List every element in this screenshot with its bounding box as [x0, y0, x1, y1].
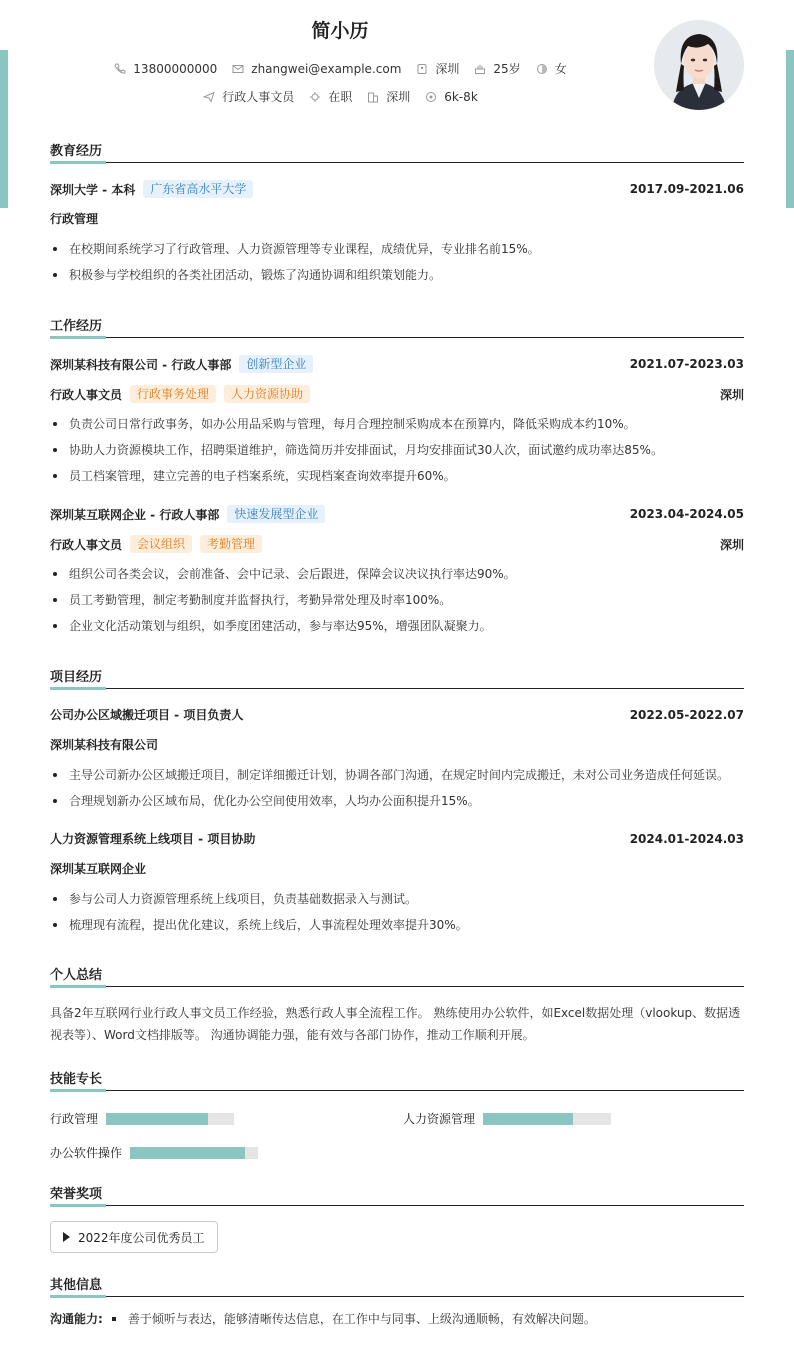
bullet-dot: [53, 273, 57, 277]
projects-section: [50, 662, 744, 932]
gender-icon: [535, 62, 549, 76]
skill-fill: [130, 1147, 245, 1159]
project-org-row: [50, 736, 744, 753]
section-accent: [50, 161, 106, 164]
section-header: [50, 960, 744, 987]
project-org: 深圳某科技有限公司: [50, 738, 159, 752]
company-name: 深圳某互联网企业 - 行政人事部: [50, 507, 220, 522]
project-date: 2024.01-2024.03: [629, 831, 744, 846]
city-icon: [366, 90, 380, 104]
contact-row: [0, 60, 680, 77]
skill-name: 人力资源管理: [403, 1112, 476, 1126]
project-org: 深圳某互联网企业: [50, 862, 147, 876]
bullet-text: 主导公司新办公区域搬迁项目，制定详细搬迁计划，协调各部门沟通，在规定时间内完成搬迁，未对公司业务造成任何延误。: [69, 768, 730, 782]
job-header-row: [50, 505, 744, 523]
bullet-dot: [53, 448, 57, 452]
bullet-text: 协助人力资源模块工作，招聘渠道维护，筛选简历并安排面试，月均安排面试30人次，面试邀约成功率达85%。: [69, 443, 663, 457]
list-item: [50, 916, 744, 933]
section-accent: [50, 1089, 106, 1092]
project-name: 人力资源管理系统上线项目 - 项目协助: [50, 832, 256, 846]
bullet-dot: [53, 572, 57, 576]
project-org-row: [50, 860, 744, 877]
summary-line: 具备2年互联网行业行政人事文员工作经验，熟悉行政人事全流程工作。 熟练使用办公软件，如Excel数据处理（vlookup、数据透: [50, 1006, 741, 1020]
salary-icon: [424, 90, 438, 104]
list-item: [50, 266, 744, 283]
city-info: [366, 88, 410, 105]
bullet-text: 在校期间系统学习了行政管理、人力资源管理等专业课程，成绩优异，专业排名前15%。: [69, 242, 540, 256]
list-item: [50, 792, 744, 809]
location-icon: [415, 62, 429, 76]
phone-info: [113, 62, 217, 76]
location-info: [415, 60, 459, 77]
list-item: [50, 890, 744, 907]
education-date: 2017.09-2021.06: [629, 182, 744, 196]
role-tag: 行政事务处理: [130, 385, 216, 403]
section-accent: [50, 1204, 106, 1207]
age-text: 25岁: [493, 62, 521, 76]
position-text: 行政人事文员: [222, 90, 295, 104]
bullet-text: 企业文化活动策划与组织，如季度团建活动，参与率达95%，增强团队凝聚力。: [69, 619, 492, 633]
role-tag: 人力资源协助: [224, 385, 310, 403]
summary-line: 视表等）、Word文档排版等。 沟通协调能力强，能有效与各部门协作，推动工作顺利开展。: [50, 1028, 535, 1042]
phone-text: 13800000000: [133, 61, 218, 76]
bullet-dot: [53, 799, 57, 803]
role-tag: 会议组织: [130, 535, 192, 553]
bullet-text: 员工档案管理，建立完善的电子档案系统，实现档案查询效率提升60%。: [69, 469, 456, 483]
email-text: zhangwei@example.com: [251, 61, 402, 76]
list-item: [50, 240, 744, 257]
list-item: [50, 415, 744, 432]
list-item: [50, 766, 744, 783]
list-item: [50, 565, 744, 582]
section-header: [50, 136, 744, 163]
skill-bar: [106, 1113, 234, 1125]
major: 行政管理: [50, 212, 99, 226]
section-title: 教育经历: [50, 144, 103, 159]
bullet-text: 负责公司日常行政事务，如办公用品采购与管理，每月合理控制采购成本在预算内，降低采购成本约10%。: [69, 417, 636, 431]
section-title: 其他信息: [50, 1278, 103, 1293]
bullet-square: [112, 1317, 116, 1321]
bullet-text: 员工考勤管理，制定考勤制度并监督执行，考勤异常处理及时率100%。: [69, 593, 452, 607]
awards-section: [50, 1179, 744, 1245]
avatar: [654, 20, 744, 110]
gender-info: [535, 60, 567, 77]
school-name: 深圳大学 - 本科: [50, 182, 136, 197]
section-title: 荣誉奖项: [50, 1187, 103, 1202]
section-header: [50, 1270, 744, 1297]
bullet-dot: [53, 624, 57, 628]
bullet-dot: [53, 773, 57, 777]
section-accent: [50, 687, 106, 690]
section-header: [50, 1179, 744, 1206]
skill-fill: [106, 1113, 208, 1125]
salary-info: [424, 90, 478, 104]
skill-fill: [483, 1113, 573, 1125]
age-icon: [473, 62, 487, 76]
position-info: [202, 88, 294, 105]
mail-icon: [231, 62, 245, 76]
job-city: 深圳: [719, 537, 744, 552]
skills-section: [50, 1064, 744, 1160]
status-info: [308, 88, 352, 105]
bullet-text: 积极参与学校组织的各类社团活动，锻炼了沟通协调和组织策划能力。: [69, 268, 442, 282]
skill-name: 行政管理: [50, 1112, 99, 1126]
bullet-dot: [53, 897, 57, 901]
role-tag: 考勤管理: [200, 535, 262, 553]
summary-section: [50, 960, 744, 1042]
resume-header: [0, 0, 794, 120]
list-item: [50, 591, 744, 608]
list-item: [50, 467, 744, 484]
job-intent-row: [0, 88, 680, 105]
skill-item: [403, 1110, 611, 1127]
skill-bar: [483, 1113, 611, 1125]
education-row: [50, 180, 744, 198]
school-tag: 广东省高水平大学: [143, 180, 253, 198]
section-title: 技能专长: [50, 1072, 103, 1087]
company-tag: 快速发展型企业: [227, 505, 325, 523]
city-text: 深圳: [386, 90, 411, 104]
company-tag: 创新型企业: [239, 355, 313, 373]
project-name: 公司办公区域搬迁项目 - 项目负责人: [50, 708, 244, 722]
section-title: 项目经历: [50, 670, 103, 685]
job-city: 深圳: [719, 387, 744, 402]
send-icon: [202, 90, 216, 104]
job-header-row: [50, 355, 744, 373]
section-title: 工作经历: [50, 319, 103, 334]
section-header: [50, 1064, 744, 1091]
age-info: [473, 60, 520, 77]
section-accent: [50, 985, 106, 988]
bullet-text: 组织公司各类会议，会前准备、会中记录、会后跟进，保障会议决议执行率达90%。: [69, 567, 516, 581]
other-section: [50, 1270, 744, 1326]
bullet-dot: [53, 247, 57, 251]
section-title: 个人总结: [50, 968, 103, 983]
skill-item: [50, 1144, 258, 1161]
bullet-dot: [53, 598, 57, 602]
other-key: 沟通能力:: [50, 1312, 103, 1326]
project-header-row: [50, 830, 744, 847]
candidate-name: 简小历: [311, 20, 369, 42]
section-accent: [50, 336, 106, 339]
status-text: 在职: [328, 90, 353, 104]
major-row: [50, 210, 744, 227]
education-section: [50, 136, 744, 282]
job-role: 行政人事文员: [50, 387, 123, 402]
company-name: 深圳某科技有限公司 - 行政人事部: [50, 357, 232, 372]
project-header-row: [50, 706, 744, 723]
section-header: [50, 311, 744, 338]
gender-text: 女: [554, 62, 567, 76]
list-item: [50, 441, 744, 458]
play-triangle-icon: [63, 1232, 70, 1242]
job-role: 行政人事文员: [50, 537, 123, 552]
award-text: 2022年度公司优秀员工: [78, 1230, 205, 1245]
bullet-text: 参与公司人力资源管理系统上线项目，负责基础数据录入与测试。: [69, 892, 418, 906]
skill-name: 办公软件操作: [50, 1146, 123, 1160]
bullet-dot: [53, 923, 57, 927]
bullet-text: 梳理现有流程，提出优化建议，系统上线后，人事流程处理效率提升30%。: [69, 918, 468, 932]
status-icon: [308, 90, 322, 104]
award-item[interactable]: [50, 1221, 218, 1253]
work-section: [50, 311, 744, 633]
skill-bar: [130, 1147, 258, 1159]
project-date: 2022.05-2022.07: [629, 707, 744, 722]
skill-item: [50, 1110, 234, 1127]
other-info-row: [50, 1310, 596, 1327]
other-value: 善于倾听与表达，能够清晰传达信息，在工作中与同事、上级沟通顺畅，有效解决问题。: [127, 1312, 596, 1326]
salary-text: 6k-8k: [444, 89, 478, 104]
location-text: 深圳: [435, 62, 460, 76]
list-item: [50, 617, 744, 634]
bullet-dot: [53, 474, 57, 478]
job-date: 2021.07-2023.03: [629, 357, 744, 371]
bullet-dot: [53, 422, 57, 426]
bullet-text: 合理规划新办公区域布局，优化办公空间使用效率，人均办公面积提升15%。: [69, 794, 480, 808]
job-role-row: [50, 535, 744, 553]
job-date: 2023.04-2024.05: [629, 507, 744, 521]
email-info: [231, 62, 401, 76]
section-header: [50, 662, 744, 689]
job-role-row: [50, 385, 744, 403]
phone-icon: [113, 62, 127, 76]
section-accent: [50, 1295, 106, 1298]
